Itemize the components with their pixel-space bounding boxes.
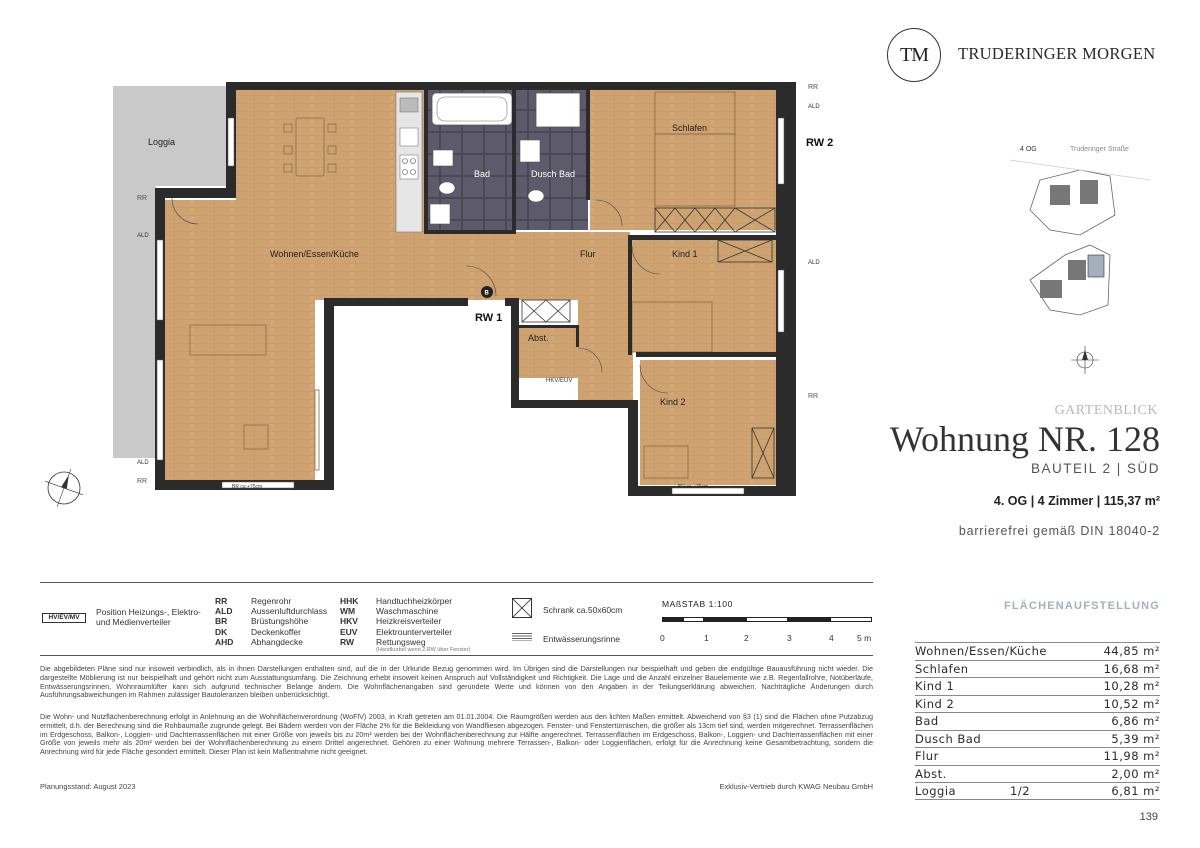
scale-tick: 5 m <box>857 633 872 643</box>
rw1-label: RW 1 <box>475 312 503 324</box>
legend-abbr-col-2 <box>340 596 470 653</box>
schlafen-floor <box>590 90 778 230</box>
brand-name: TRUDERINGER MORGEN <box>958 44 1156 63</box>
area-table <box>915 642 1160 800</box>
area-name: Kind 2 <box>915 696 955 711</box>
brand-monogram: TM <box>900 43 928 66</box>
area-row <box>915 660 1160 678</box>
area-name: Flur <box>915 749 939 764</box>
legend-abbr-text: Aussenluftdurchlass <box>251 606 328 617</box>
area-value: 10,52 m² <box>1103 696 1160 711</box>
compass-icon <box>45 469 83 507</box>
bad-toilet <box>439 182 455 194</box>
room-label-kind1: Kind 1 <box>672 249 698 259</box>
site-keymap <box>1010 140 1160 380</box>
area-name: Loggia <box>915 783 957 798</box>
area-row <box>915 765 1160 783</box>
area-name: Kind 1 <box>915 679 955 694</box>
kind1-floor <box>632 240 778 352</box>
disclaimer-paragraph-1: Die abgebildeten Pläne sind nur insoweit verbindlich, als in ihnen Darstellungen enthalten sind, auf die in der Urkunde Bezug genommen wird. Im Übrigen sind die Darstellungen nur beispielhaft und geben die endgültige Bauausführung nicht wieder. Die dargestellte Möblierung ist nur beispielhaft und gehört nicht zum Ausstattungsumfang. Die Zeichnung erhebt insoweit keinen Anspruch auf Vollständigkeit und Richtigkeit. Die Lage und die Anzahl einzelner Bauelemente wie z.B. Regenfallrohre, Notüberläufe, Entwässerungsrinnen, Wohnraumlüfter kann sich aufgrund technischer Belange ändern. Die Wohnflächenangaben sind gerundete Werte und können von den Angaben in der Teilungserklärung abweichen. Nachträgliche Änderungen durch Ausführungsabweichungen im Rahmen zulässiger Bautoleranzen bleiben unberücksichtigt. <box>40 664 873 700</box>
legend-abbr-text: Handtuchheizkörper <box>376 596 453 606</box>
area-value: 16,68 m² <box>1103 661 1160 676</box>
area-name: Wohnen/Essen/Küche <box>915 644 1047 659</box>
schrank-label: Schrank ca.50x60cm <box>543 605 623 615</box>
b-marker-text: B <box>484 290 489 297</box>
area-value: 5,39 m² <box>1111 731 1160 746</box>
legend-abbr-text: Elektrounterverteiler <box>376 626 453 637</box>
scale-tick: 2 <box>744 633 749 643</box>
loggia-floor-lower <box>113 186 156 458</box>
legend-divider-top <box>40 582 873 583</box>
area-value: 6,81 m² <box>1111 783 1160 798</box>
legend-divider-bottom <box>40 655 873 656</box>
legend-abbr-text: Rettungsweg <box>376 636 426 647</box>
bathtub <box>432 93 512 125</box>
legend-abbr-text: Deckenkoffer <box>251 626 301 637</box>
area-name: Abst. <box>915 766 947 781</box>
legend-abbr-text: Abhangdecke <box>251 636 303 647</box>
rr-marker-3: RR <box>808 84 819 91</box>
scale-title: MAßSTAB 1:100 <box>662 599 733 609</box>
loggia-floor <box>113 86 227 186</box>
legend-abbr: HHK <box>340 596 359 606</box>
scale-tick: 3 <box>787 633 792 643</box>
keymap-highlight <box>1088 255 1104 277</box>
bad-sink <box>433 150 453 166</box>
area-value: 10,28 m² <box>1103 679 1160 694</box>
legend-abbr: RW <box>340 636 355 647</box>
wohnen-floor-3 <box>165 300 315 480</box>
shower <box>536 93 580 127</box>
schrank-icon <box>512 598 532 618</box>
br-note-1: BR ca.+75cm <box>232 484 263 490</box>
apartment-facts: 4. OG | 4 Zimmer | 115,37 m² <box>993 494 1160 508</box>
legend-abbr: HKV <box>340 616 358 627</box>
planungsstand: Planungsstand: August 2023 <box>40 782 136 791</box>
vertrieb: Exklusiv-Vertrieb durch KWAG Neubau GmbH <box>719 782 873 791</box>
room-label-wohnen: Wohnen/Essen/Küche <box>270 249 359 259</box>
areas-title: FLÄCHENAUFSTELLUNG <box>1003 600 1160 612</box>
ald-marker-3: ALD <box>808 104 820 110</box>
area-row <box>915 782 1160 800</box>
area-value: 44,85 m² <box>1103 644 1160 659</box>
scale-tick: 4 <box>829 633 834 643</box>
area-row <box>915 695 1160 713</box>
legend-abbr: AHD <box>215 636 234 647</box>
brand-logo-icon <box>887 28 941 82</box>
legend-abbr: RR <box>215 596 228 606</box>
scale-tick: 1 <box>704 633 709 643</box>
dusch-sink <box>520 140 540 162</box>
legend-abbr: DK <box>215 626 228 637</box>
area-row <box>915 712 1160 730</box>
legend-abbr: EUV <box>340 626 358 637</box>
room-label-flur: Flur <box>580 249 596 259</box>
apartment-accessibility: barrierefrei gemäß DIN 18040-2 <box>958 524 1160 538</box>
hkv-marker: HKV/EUV <box>546 378 573 384</box>
ald-marker-2: ALD <box>137 460 149 466</box>
area-row <box>915 730 1160 748</box>
area-row <box>915 747 1160 765</box>
area-name: Dusch Bad <box>915 731 982 746</box>
room-label-schlafen: Schlafen <box>672 123 708 133</box>
dusch-toilet <box>528 190 544 202</box>
legend-rw-note: (Handkurbel wenn 2.RW über Fenster) <box>376 647 471 654</box>
room-label-abst: Abst. <box>528 333 549 343</box>
keymap-floor: 4 OG <box>1020 146 1037 153</box>
legend-abbr-text: Brüstungshöhe <box>251 616 309 627</box>
legend-abbr-text: Regenrohr <box>251 596 292 606</box>
scale-tick: 0 <box>660 633 665 643</box>
area-value: 11,98 m² <box>1103 749 1160 764</box>
room-label-duschbad: Dusch Bad <box>531 169 576 179</box>
legend-abbr: BR <box>215 616 228 627</box>
area-name: Schlafen <box>915 661 969 676</box>
legend-abbr-text: Heizkreisverteiler <box>376 616 442 627</box>
scale-bar <box>662 617 872 622</box>
flur-floor-2 <box>578 295 633 400</box>
rr-marker-2: RR <box>137 478 148 485</box>
floor-plan <box>0 0 880 540</box>
rinne-icon <box>512 633 532 641</box>
area-value: 6,86 m² <box>1111 714 1160 729</box>
rr-marker-1: RR <box>137 195 148 202</box>
hev-description: Position Heizungs-, Elektro- und Medienverteiler <box>96 607 201 627</box>
hev-box: HV/EV/MV <box>42 613 86 623</box>
br-note-2: BR ca.+75cm <box>678 484 709 490</box>
ald-marker-1: ALD <box>137 233 149 239</box>
keymap-street: Truderinger Straße <box>1070 146 1129 153</box>
area-row <box>915 677 1160 695</box>
area-value: 2,00 m² <box>1111 766 1160 781</box>
disclaimer-paragraph-2: Die Wohn- und Nutzflächenberechnung erfolgt in Anlehnung an die Wohnflächenverordnung (WoFlV) 2003, in Kraft getreten am 01.01.2004. Die Raumgrößen werden aus den lichten Maßen ermittelt. Abweichend von §3 (1) sind die Flächen ohne Putzabzug ermittelt, d.h. der Berechnung sind die Rohbaumaße zugrunde gelegt. Bei Bädern werden von der Fläche 2% für die Bekleidung von Wandfliesen abgezogen. Fenster- und Fenstertürnischen, die größer als 13cm tief sind, werden mitgerechnet. Terrassenflächen im Erdgeschoss, Balkon-, Loggien- und Dachterrassenflächen mit einer Größe von jeweils bis zu 20m² werden bei der Wohnflächenberechnung zur Hälfte angerechnet. Terrassenflächen im Erdgeschoss, Balkon-, Loggien- und Dachterrassenflächen mit einer Größe von jeweils mehr als 20m² werden bei der Wohnflächenberechnung zu einem Drittel angerechnet. Gehören zu einer Wohnung mehrere Terrassen-, Balkon- oder Loggienflächen, erfolgt für die Anrechnung keine Gesamtbetrachtung, sondern die Anrechnung wird für jede Fläche gesondert ermittelt. Dieser Plan ist kein Maßentnahme nicht geeignet. <box>40 712 873 757</box>
legend-abbr: ALD <box>215 606 233 617</box>
rinne-label: Entwässerungsrinne <box>543 634 621 644</box>
rw2-label: RW 2 <box>806 137 834 149</box>
area-name: Bad <box>915 714 939 729</box>
page-number: 139 <box>1139 811 1158 823</box>
north-arrow-icon <box>1071 346 1099 374</box>
legend-abbr-text: Waschmaschine <box>376 606 439 617</box>
ald-marker-4: ALD <box>808 260 820 266</box>
room-label-loggia: Loggia <box>148 137 176 147</box>
apartment-bauteil: BAUTEIL 2 | SÜD <box>1030 461 1160 476</box>
room-label-kind2: Kind 2 <box>660 397 686 407</box>
legend-abbr-col-1 <box>215 596 327 647</box>
wm-marker: WM <box>435 210 446 216</box>
rr-marker-4: RR <box>808 393 819 400</box>
area-row <box>915 642 1160 660</box>
apartment-view: GARTENBLICK <box>1054 403 1158 418</box>
legend-abbr: WM <box>340 606 356 617</box>
area-frac: 1/2 <box>1010 783 1031 798</box>
apartment-title: Wohnung NR. 128 <box>889 419 1160 459</box>
room-label-bad: Bad <box>474 169 491 179</box>
